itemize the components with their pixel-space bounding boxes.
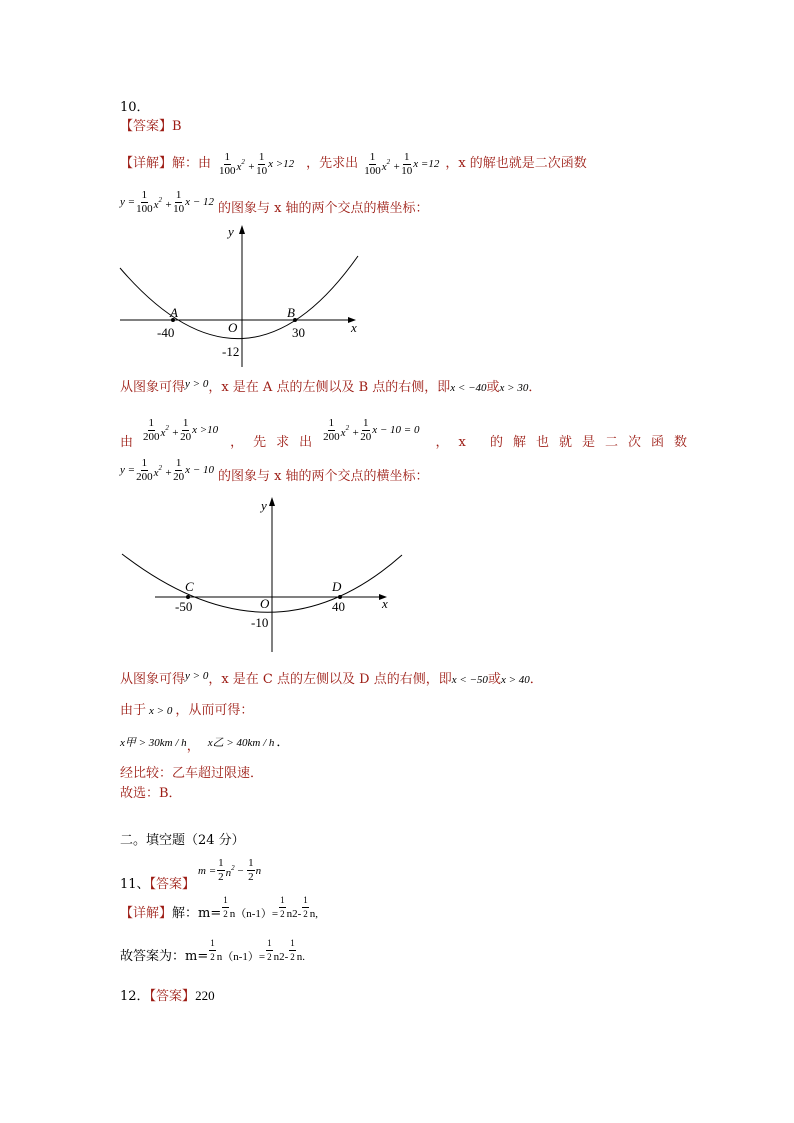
tick-label-d: 40 [332,599,345,614]
result-condition: y > 0 [185,378,209,390]
detail-part-b: n2- [286,908,302,920]
point-d-label: D [332,579,342,594]
math-term: $x^2$ + [340,423,360,439]
q11-label: 11、 [120,877,150,892]
speed-separator: ， [186,739,200,754]
function-lhs: y = [120,196,136,208]
math-term: $x^2$ + [153,463,173,479]
detail-text: 解：由 [172,156,212,171]
result-mid: ，x 是在 A 点的左侧以及 B 点的右侧，即 [208,380,451,395]
result-prefix: 从图象可得 [120,672,186,687]
tick-label-b: 30 [292,325,305,340]
fraction: $\frac{1}{20}$ [173,456,185,483]
math-term: $x^2$ + [153,195,173,211]
detail-label: 【详解】 [120,156,173,171]
math-term: $x^2$ + [236,157,256,173]
detail-label: 【详解】 [120,906,173,921]
since-suffix: ，从而可得： [175,703,254,718]
tick-label-y: -10 [251,615,269,630]
mid-text: ，先求出 [306,156,359,171]
fraction: $\frac{1}{20}$ [360,416,372,443]
fraction: $\frac{1}{2}$ [267,937,272,962]
final-part-b: n2- [273,951,289,963]
result-range-a: x < −40 [450,382,487,394]
graph-caption: 的图象与 x 轴的两个交点的横坐标： [217,201,429,216]
function-line-2 [120,452,429,488]
q12-answer-line [120,988,215,1005]
detail-part-a: n（n-1）= [229,908,279,920]
section-heading: 二。填空题（24 分） [120,833,245,848]
detail-part-c: n, [309,908,319,920]
answer-label: 【答案】 [120,119,173,134]
formula-lhs: m = [198,864,217,877]
question-number: 10． [120,100,150,115]
mid-text: ，先求出 [230,435,323,450]
origin-label: O [228,320,238,335]
fraction: $\frac{1}{2}$ [290,937,295,962]
function-lhs: y = [120,464,136,476]
equation-rhs: x − 10 = 0 [372,424,420,436]
point-c-label: C [185,579,194,594]
inequality-rhs: x >10 [192,424,219,436]
tick-label-y: -12 [222,344,240,359]
function-tail: x − 12 [185,196,214,208]
function-tail: x − 10 [185,464,214,476]
speed-line [120,731,289,755]
fraction: $\frac{1}{10}$ [256,150,268,177]
fraction: $\frac{1}{10}$ [173,188,185,215]
since-line [120,703,253,719]
x-axis-label: x [382,596,388,611]
final-part-a: n（n-1）= [216,951,266,963]
by-text: 由 [120,435,134,450]
after-text: ，x 的解也就是二次函数 [435,435,697,450]
fraction: $\frac{1}{200}$ [136,456,153,483]
result-line-2 [120,672,543,688]
graph-caption: 的图象与 x 轴的两个交点的横坐标： [217,469,429,484]
parabola-graph-2 [115,492,405,654]
tick-label-c: -50 [175,599,193,614]
after-text: ，x 的解也就是二次函数 [445,156,587,171]
result-range-a: x < −50 [451,674,488,686]
compare-line: 经比较：乙车超过限速． [120,766,264,781]
fraction: $\frac{1}{100}$ [364,150,381,177]
inequality-rhs: x >12 [268,158,295,170]
fraction: $\frac{1}{20}$ [180,416,192,443]
y-axis-arrow [269,497,275,506]
detail-line-2 [120,410,697,450]
fraction: $\frac{1}{2}$ [223,894,228,919]
fraction: $\frac{1}{2}$ [303,894,308,919]
result-range-b: x > 30 [499,382,529,394]
q12-label: 12． [120,989,150,1004]
tick-label-a: -40 [157,325,175,340]
fraction: $\frac{1}{100}$ [219,150,236,177]
fraction: $\frac{1}{2}$ [218,857,224,883]
fraction: $\frac{1}{2}$ [280,894,285,919]
result-line-1 [120,380,541,396]
y-axis-label: y [228,224,234,239]
answer-line [120,119,182,135]
choose-line: 故选：B． [120,786,182,801]
q12-answer-value: 220 [195,988,215,1003]
y-axis-label: y [261,498,267,513]
result-prefix: 从图象可得 [120,380,186,395]
q11-detail-line [120,894,319,922]
result-mid: ，x 是在 C 点的左侧以及 D 点的右侧，即 [208,672,452,687]
math-term: n [255,864,262,877]
equation-rhs: x =12 [413,158,440,170]
fraction: $\frac{1}{2}$ [210,937,215,962]
point-a-label: A [170,305,178,320]
point-b-label: B [287,305,295,320]
x-axis-label: x [351,320,357,335]
result-or: 或 [487,672,501,687]
speed-end: ． [276,735,290,750]
q11-answer-line [120,877,195,893]
since-prefix: 由于 [120,703,147,718]
origin-label: O [260,596,270,611]
result-end: ． [529,672,543,687]
parabola-curve [120,256,358,339]
result-end: ． [528,380,542,395]
result-range-b: x > 40 [500,674,530,686]
detail-text: 解：m= [172,906,222,921]
fraction: $\frac{1}{10}$ [401,150,413,177]
q11-final-line [120,937,306,965]
math-term: $x^2$ + [381,157,401,173]
detail-line-1 [120,144,587,184]
final-text: 故答案为：m= [120,949,209,964]
y-axis-arrow [239,225,245,234]
fraction: $\frac{1}{200}$ [323,416,340,443]
math-term: $x^2$ + [160,423,180,439]
final-part-c: n. [296,951,306,963]
function-line-1 [120,184,429,220]
result-condition: y > 0 [185,670,209,682]
q11-formula [198,857,261,884]
answer-value: B [172,119,182,134]
parabola-graph-1 [115,222,365,372]
fraction: $\frac{1}{100}$ [136,188,153,215]
q12-answer-label: 【答案】 [149,989,196,1004]
fraction: $\frac{1}{2}$ [248,857,254,883]
result-or: 或 [486,380,500,395]
math-term: $n^2$ [225,864,235,879]
fraction: $\frac{1}{200}$ [143,416,160,443]
q11-answer-label: 【答案】 [149,877,196,892]
speed-yi: x乙 > 40km / h [207,737,275,749]
speed-jia: x甲 > 30km / h [120,737,187,749]
since-condition: x > 0 [149,705,173,717]
formula-minus: − [236,864,245,877]
